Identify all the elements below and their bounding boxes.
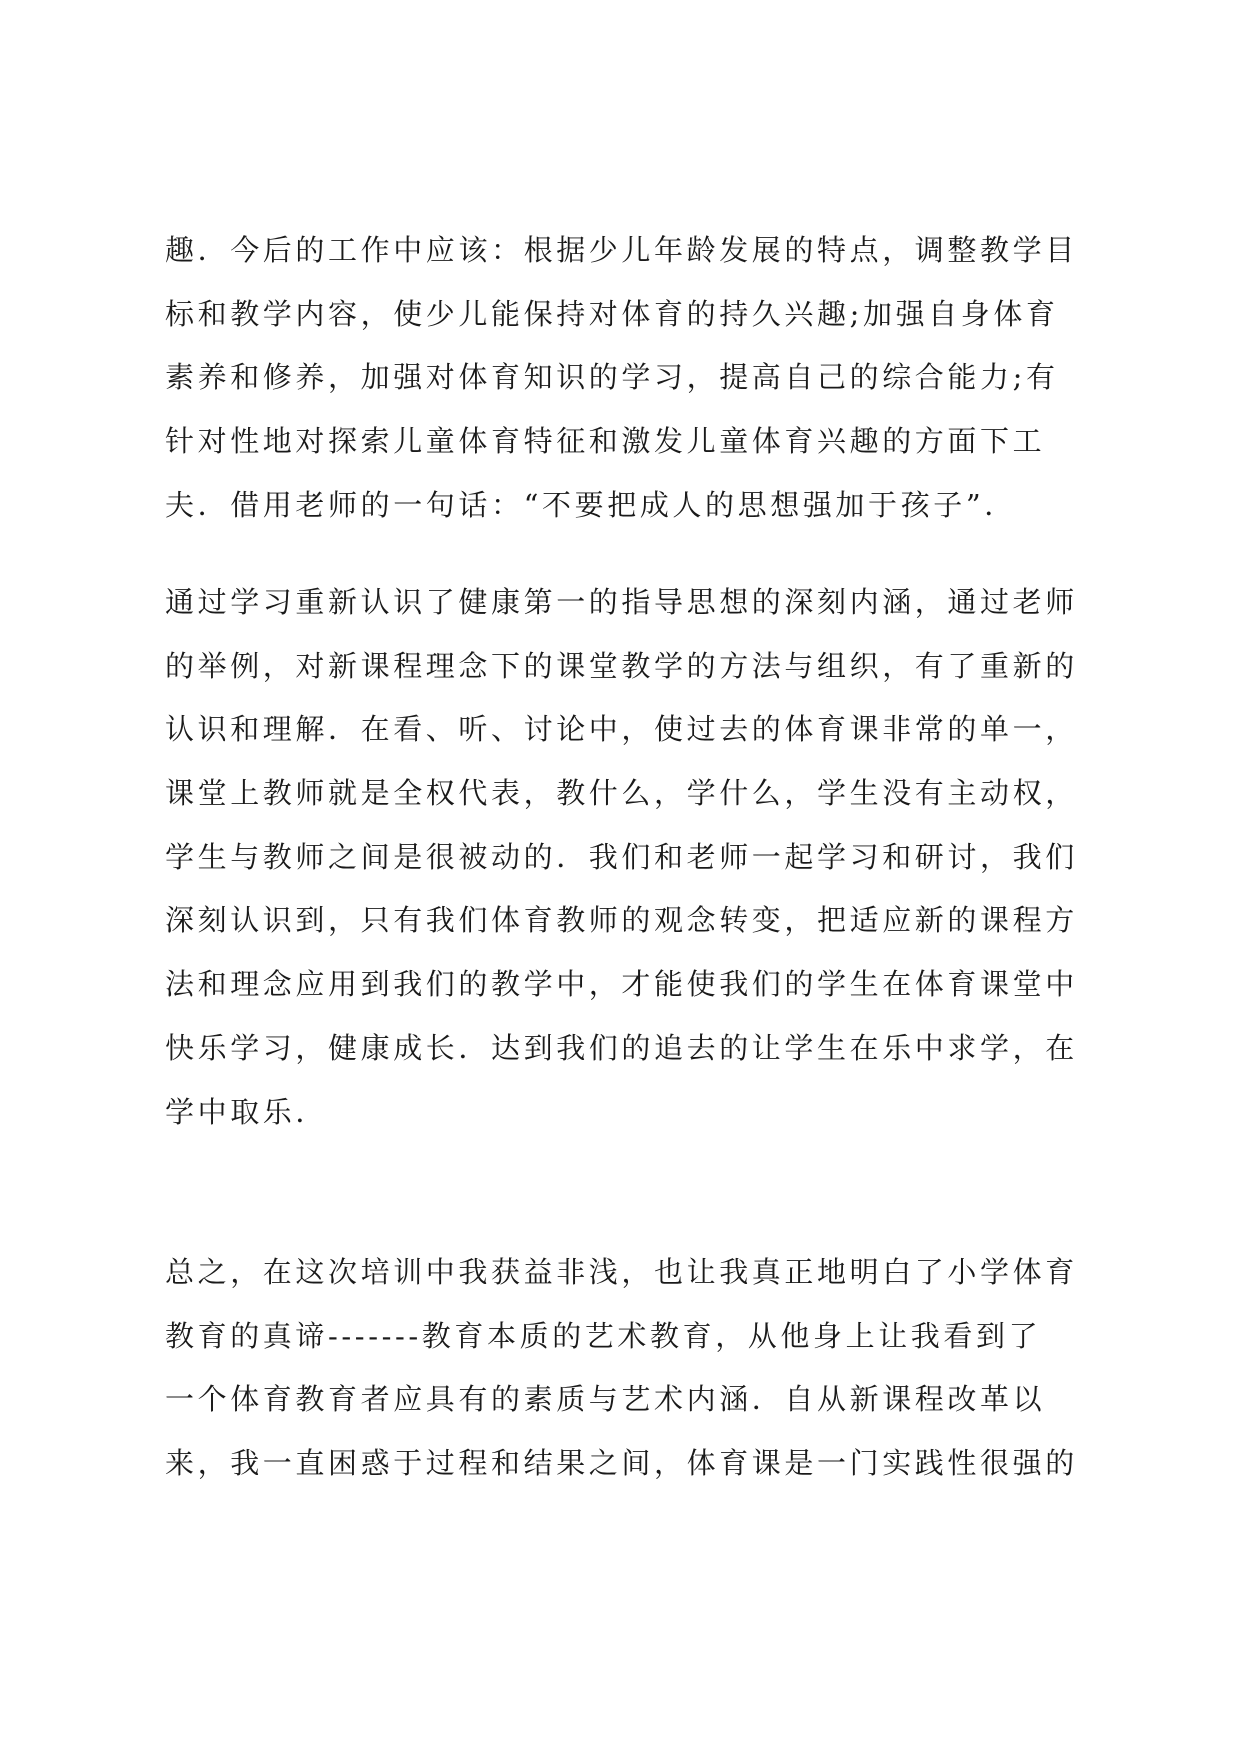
text-line: 一个体育教育者应具有的素质与艺术内涵．自从新课程改革以 <box>165 1382 1046 1417</box>
paragraph-3 <box>165 1241 1095 1496</box>
text-line: 来，我一直困惑于过程和结果之间，体育课是一门实践性很强的 <box>165 1446 1078 1481</box>
text-line: 学生与教师之间是很被动的．我们和老师一起学习和研讨，我们 <box>165 839 1078 874</box>
text-line: 素养和修养，加强对体育知识的学习，提高自己的综合能力;有 <box>165 360 1059 395</box>
text-line: 针对性地对探索儿童体育特征和激发儿童体育兴趣的方面下工 <box>165 424 1046 459</box>
text-line: 夫．借用老师的一句话：“不要把成人的思想强加于孩子”． <box>165 487 1017 522</box>
text-line: 的举例，对新课程理念下的课堂教学的方法与组织，有了重新的 <box>165 648 1078 683</box>
text-line: 快乐学习，健康成长．达到我们的追去的让学生在乐中求学，在 <box>165 1030 1078 1065</box>
text-line: 法和理念应用到我们的教学中，才能使我们的学生在体育课堂中 <box>165 967 1078 1002</box>
text-line: 总之，在这次培训中我获益非浅，也让我真正地明白了小学体育 <box>165 1255 1078 1289</box>
text-line: 标和教学内容，使少儿能保持对体育的持久兴趣;加强自身体育 <box>165 296 1059 331</box>
text-line: 教育的真谛-------教育本质的艺术教育，从他身上让我看到了 <box>165 1318 1042 1353</box>
text-line: 认识和理解．在看、听、讨论中，使过去的体育课非常的单一， <box>165 712 1078 747</box>
text-line: 通过学习重新认识了健康第一的指导思想的深刻内涵，通过老师 <box>165 585 1078 619</box>
text-line: 课堂上教师就是全权代表，教什么，学什么，学生没有主动权， <box>165 776 1078 811</box>
text-line: 深刻认识到，只有我们体育教师的观念转变，把适应新的课程方 <box>165 903 1078 938</box>
paragraph-1 <box>165 219 1095 537</box>
paragraph-2 <box>165 571 1095 1144</box>
text-line: 趣．今后的工作中应该：根据少儿年龄发展的特点，调整教学目 <box>165 233 1078 267</box>
text-line: 学中取乐． <box>165 1094 329 1129</box>
